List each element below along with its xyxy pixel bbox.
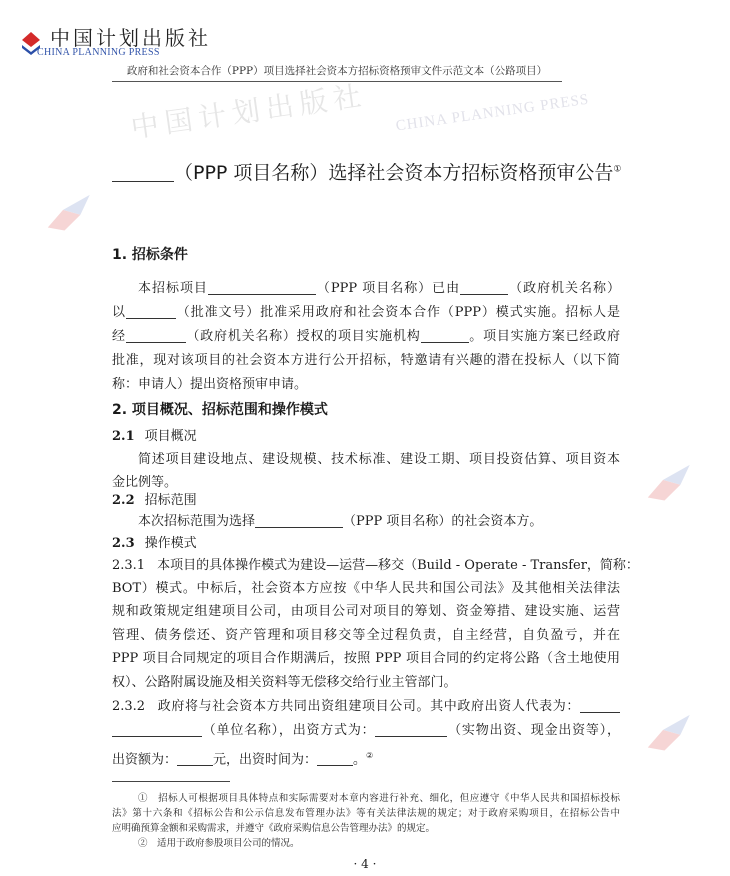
paragraph-line: 本次招标范围为选择 （PPP 项目名称）的社会资本方。	[138, 514, 543, 529]
paragraph-line: 权）、公路附属设施及相关资料等无偿移交给行业主管部门。	[112, 675, 457, 690]
page-title: （PPP 项目名称）选择社会资本方招标资格预审公告①	[112, 158, 620, 185]
watermark-logo-icon	[37, 191, 103, 238]
footnote-line: 应明确预算金额和采购需求，并遵守《政府采购信息公告管理办法》的规定。	[112, 823, 436, 834]
paragraph-line: 简述项目建设地点、建设规模、技术标准、建设工期、项目投资估算、项目资本	[138, 452, 620, 467]
watermark-logo-icon	[637, 461, 703, 508]
watermark-logo-icon	[637, 711, 703, 758]
paragraph-line: （单位名称），出资方式为： （实物出资、现金出资等），	[112, 722, 620, 740]
section-heading: 1. 招标条件	[112, 247, 188, 263]
subsection-heading: 2.3 操作模式	[112, 536, 197, 551]
section-heading: 2. 项目概况、招标范围和操作模式	[112, 402, 328, 418]
footnote-divider	[112, 781, 230, 782]
footnote-line: ② 适用于政府参股项目公司的情况。	[138, 838, 300, 849]
paragraph-line: 经 （政府机关名称）授权的项目实施机构 。项目实施方案已经政府	[112, 329, 620, 344]
subsection-heading: 2.2 招标范围	[112, 493, 197, 508]
subsection-heading: 2.1 项目概况	[112, 429, 197, 444]
paragraph-line: 本招标项目 （PPP 项目名称）已由 （政府机关名称）	[138, 281, 620, 296]
watermark-text-en: CHINA PLANNING PRESS	[394, 91, 591, 135]
paragraph-line: BOT）模式。中标后，社会资本方应按《中华人民共和国公司法》及其他相关法律法	[112, 581, 620, 596]
paragraph-line: 2.3.2 政府将与社会资本方共同出资组建项目公司。其中政府出资人代表为：	[112, 698, 620, 716]
paragraph-line: 称：申请人）提出资格预审申请。	[112, 377, 308, 392]
publisher-name: 中国计划出版社	[50, 26, 211, 50]
paragraph-line: 以 （批准文号）批准采用政府和社会资本合作（PPP）模式实施。招标人是	[112, 305, 620, 320]
paragraph-line: 出资额为： 元，出资时间为： 。②	[112, 751, 374, 768]
paragraph-line: 规和政策规定组建项目公司，由项目公司对项目的筹划、资金筹措、建设实施、运营	[112, 604, 620, 619]
running-header: 政府和社会资本合作（PPP）项目选择社会资本方招标资格预审文件示范文本（公路项目）	[112, 63, 562, 82]
paragraph-line: 2.3.1 本项目的具体操作模式为建设—运营—移交（Build - Operate - Transfer，简称：	[112, 558, 639, 573]
publisher-name-en: CHINA PLANNING PRESS	[37, 47, 160, 58]
paragraph-line: 管理、债务偿还、资产管理和项目移交等全过程负责，自主经营，自负盈亏，并在	[112, 628, 620, 643]
footnote-line: 法》第十六条和《招标公告和公示信息发布管理办法》等有关法律法规的规定；对于政府采购项目，在招标公告中	[112, 808, 620, 819]
watermark-text: 中国计划出版社	[128, 78, 370, 145]
footnote-line: ① 招标人可根据项目具体特点和实际需要对本章内容进行补充、细化，但应遵守《中华人民共和国招标投标	[138, 793, 620, 804]
paragraph-line: 批准，现对该项目的社会资本方进行公开招标，特邀请有兴趣的潜在投标人（以下简	[112, 353, 620, 368]
paragraph-line: 金比例等。	[112, 475, 178, 490]
page-number: · 4 ·	[353, 857, 377, 871]
paragraph-line: PPP 项目合同规定的项目合作期满后，按照 PPP 项目合同的约定将公路（含土地使用	[112, 651, 620, 666]
